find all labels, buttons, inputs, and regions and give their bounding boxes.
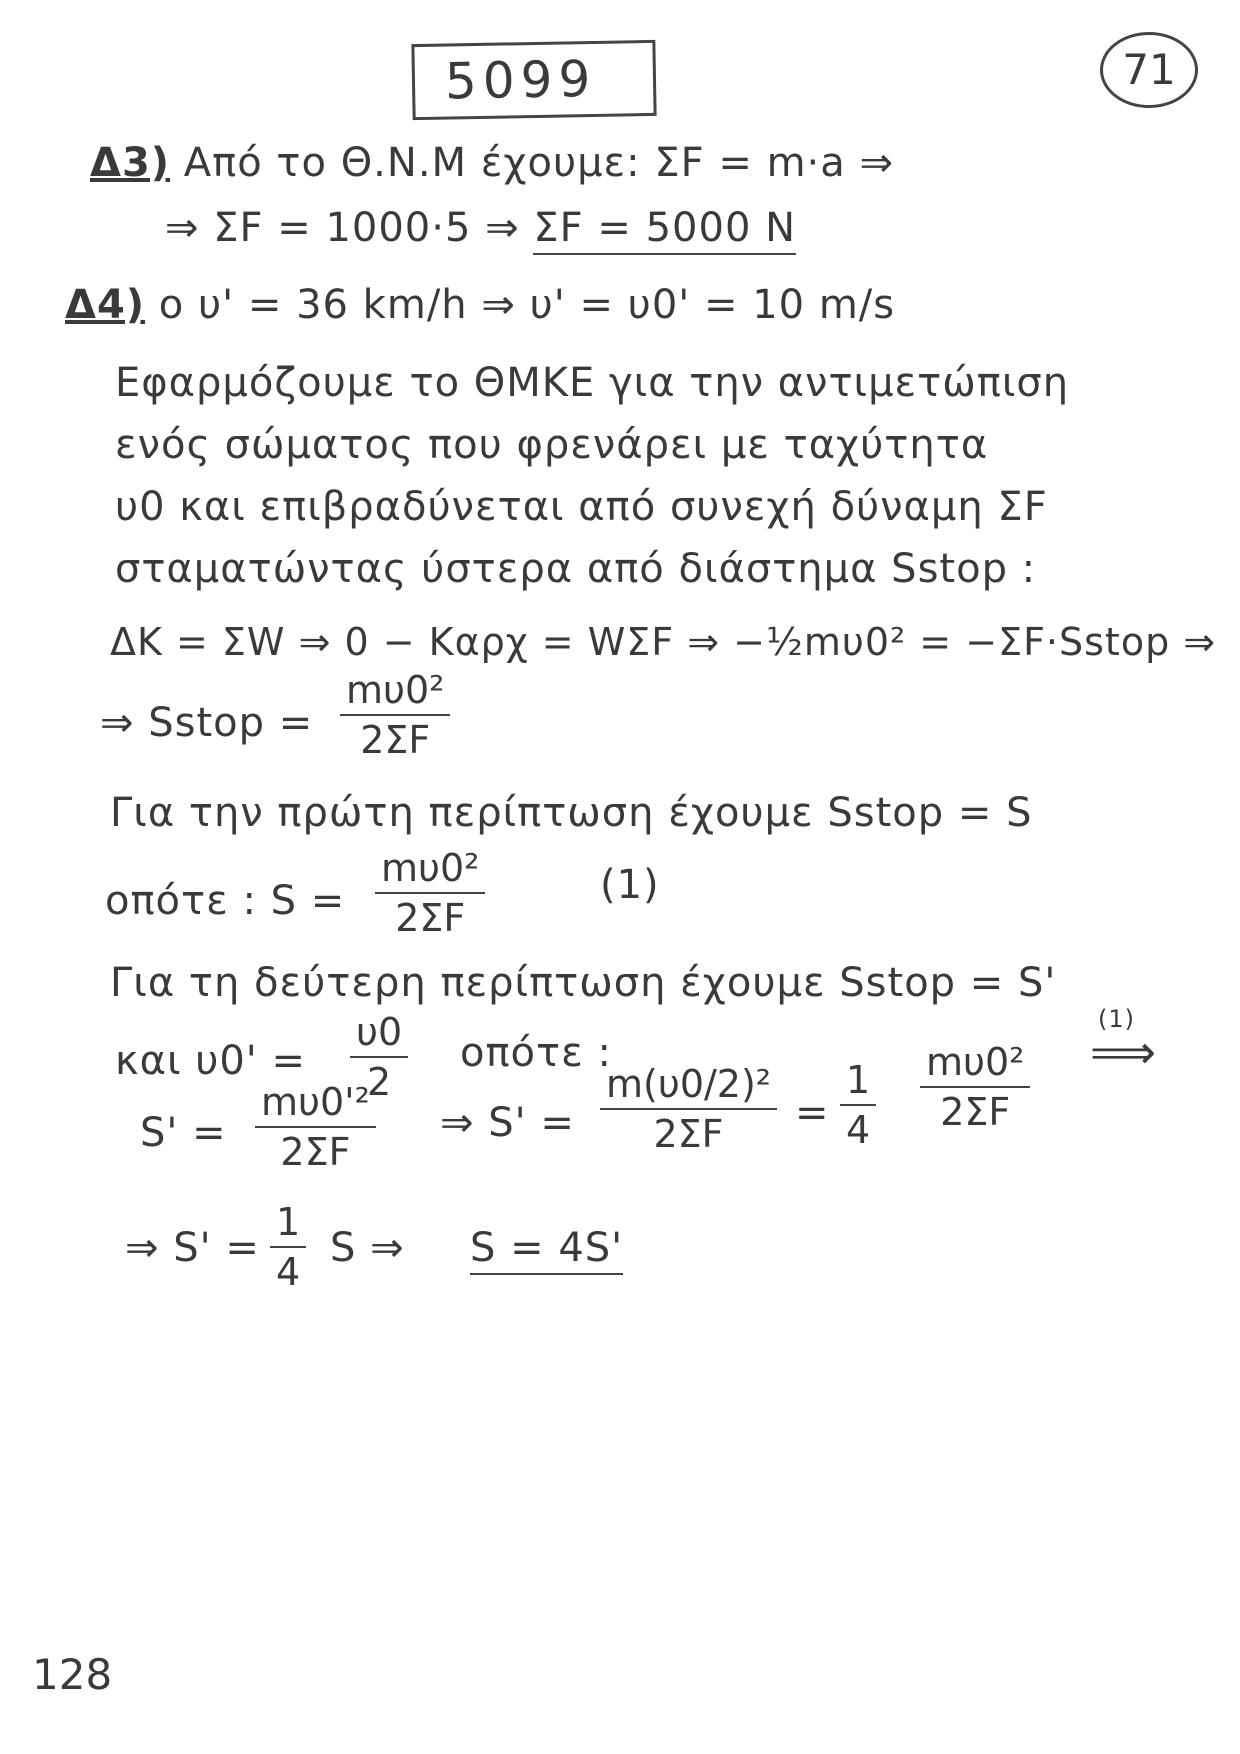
case-2-velocity-numerator: υ0 (350, 1010, 408, 1058)
d4-line-1 (65, 282, 895, 328)
arrow-tag: (1) (1098, 1005, 1135, 1033)
s-prime-fraction (255, 1080, 376, 1174)
case-2-velocity-prefix: και υ0' = (115, 1038, 307, 1084)
final-quarter-fraction (270, 1200, 306, 1294)
s-prime-3-numerator: mυ0² (920, 1040, 1030, 1088)
final-quarter-numerator: 1 (270, 1200, 306, 1248)
d4-label: Δ4) (65, 282, 146, 328)
d3-line-2 (165, 205, 796, 251)
case-2-line: Για τη δεύτερη περίπτωση έχουμε Sstop = S' (110, 960, 1057, 1006)
final-result-text: S = 4S' (470, 1225, 623, 1275)
stop-distance-fraction (340, 668, 450, 762)
case-2-velocity-suffix: οπότε : (460, 1030, 612, 1076)
s-prime-numerator: mυ0'² (255, 1080, 376, 1128)
case-2-velocity-denominator: 2 (366, 1060, 392, 1104)
implies-arrow: ⟹ (1090, 1025, 1156, 1079)
s-prime-2-fraction (600, 1062, 777, 1156)
s-prime-mid: ⇒ S' = (440, 1100, 575, 1146)
d4-para-line-1: Εφαρμόζουμε το ΘΜΚΕ για την αντιμετώπιση (115, 360, 1070, 406)
d4-line-1-text: o υ' = 36 km/h ⇒ υ' = υ0' = 10 m/s (158, 282, 896, 328)
s-prime-3-denominator: 2ΣF (940, 1090, 1011, 1134)
problem-id: 5099 (444, 49, 597, 111)
case-1-denominator: 2ΣF (395, 896, 466, 940)
case-1-fraction (375, 846, 485, 940)
stop-distance-denominator: 2ΣF (360, 718, 431, 762)
d3-label: Δ3) (90, 140, 171, 186)
d3-line-2-prefix: ⇒ ΣF = 1000·5 ⇒ (165, 205, 520, 251)
d3-line-1-text: Από το Θ.Ν.Μ έχουμε: ΣF = m·a ⇒ (183, 140, 895, 186)
s-prime-equals: = (795, 1090, 830, 1136)
final-result (470, 1225, 623, 1271)
work-energy-equation: ΔK = ΣW ⇒ 0 − Kαρχ = WΣF ⇒ −½mυ0² = −ΣF·Sstop ⇒ (110, 620, 1217, 664)
case-1-numerator: mυ0² (375, 846, 485, 894)
s-prime-2-denominator: 2ΣF (653, 1112, 724, 1156)
s-prime-2-numerator: m(υ0/2)² (600, 1062, 777, 1110)
d3-line-1 (90, 140, 894, 186)
final-mid: S ⇒ (330, 1225, 405, 1271)
s-prime-prefix: S' = (140, 1110, 227, 1156)
problem-id-box (411, 40, 656, 120)
footer-page-number: 128 (32, 1650, 113, 1699)
d4-para-line-2: ενός σώματος που φρενάρει με ταχύτητα (115, 422, 989, 468)
final-quarter-denominator: 4 (276, 1250, 301, 1294)
s-prime-denominator: 2ΣF (280, 1130, 351, 1174)
final-prefix: ⇒ S' = (125, 1225, 260, 1271)
s-prime-3-fraction (920, 1040, 1030, 1134)
d4-para-line-4: σταματώντας ύστερα από διάστημα Sstop : (115, 546, 1037, 592)
case-1-tag: (1) (600, 862, 660, 908)
quarter-numerator: 1 (840, 1058, 876, 1106)
case-1-line: Για την πρώτη περίπτωση έχουμε Sstop = S (110, 790, 1033, 836)
page-circle-number: 71 (1100, 32, 1198, 108)
d4-para-line-3: υ0 και επιβραδύνεται από συνεχή δύναμη ΣF (115, 484, 1048, 530)
stop-distance-numerator: mυ0² (340, 668, 450, 716)
quarter-fraction (840, 1058, 876, 1152)
quarter-denominator: 4 (846, 1108, 871, 1152)
stop-distance-prefix: ⇒ Sstop = (100, 700, 314, 746)
d3-result: ΣF = 5000 N (533, 205, 796, 255)
case-1-prefix: οπότε : S = (105, 878, 346, 924)
